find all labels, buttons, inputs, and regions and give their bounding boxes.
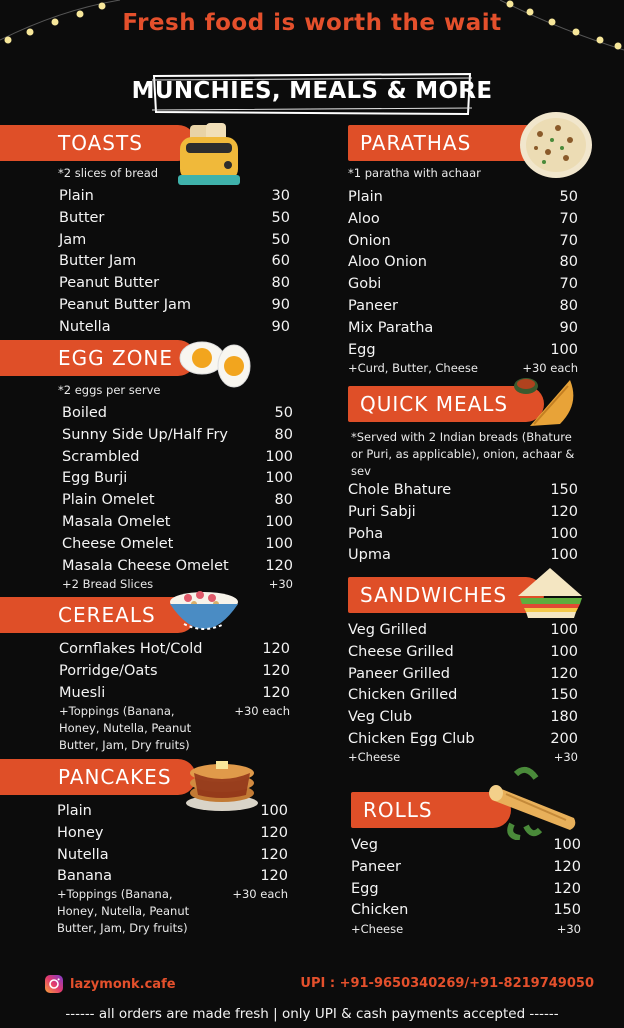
menu-item: [348, 339, 578, 361]
add-on-price: +30: [556, 922, 581, 936]
section-title: CEREALS: [58, 603, 156, 627]
samosa-icon: [510, 374, 580, 428]
item-name: Masala Cheese Omelet: [62, 557, 229, 574]
item-price: 200: [550, 731, 578, 747]
add-on-line: +Toppings (Banana,: [59, 704, 175, 718]
toaster-icon: [176, 121, 242, 189]
item-name: Sunny Side Up/Half Fry: [62, 426, 228, 443]
item-name: Chicken Grilled: [348, 687, 458, 704]
item-price: 120: [260, 868, 288, 885]
item-price: 150: [553, 902, 581, 919]
menu-item: [351, 834, 581, 856]
item-name: Chicken Egg Club: [348, 731, 475, 747]
menu-item: [62, 467, 293, 489]
item-name: Mix Paratha: [348, 319, 434, 336]
item-name: Muesli: [59, 684, 106, 701]
instagram-text: lazymonk.cafe: [70, 976, 176, 992]
menu-item: [62, 446, 293, 468]
add-on: [348, 749, 578, 765]
add-on-price: +30: [268, 577, 293, 591]
item-name: Nutella: [57, 846, 109, 863]
menu-item: [57, 822, 288, 844]
note-line: *Served with 2 Indian breads (Bhature: [351, 430, 572, 444]
menu-item: [59, 229, 290, 251]
menu-item: [348, 523, 578, 545]
item-name: Poha: [348, 525, 384, 542]
add-on: [57, 886, 288, 937]
menu-item: [348, 317, 578, 339]
item-price: 100: [550, 643, 578, 660]
menu-item: [59, 638, 290, 660]
item-price: 150: [550, 482, 578, 498]
menu-item: [62, 533, 293, 555]
menu-item: [59, 660, 290, 682]
item-price: 100: [553, 837, 581, 853]
item-name: Chole Bhature: [348, 482, 452, 498]
item-price: 100: [265, 470, 293, 487]
item-name: Egg: [348, 341, 376, 358]
item-name: Aloo: [348, 210, 380, 227]
item-price: 50: [274, 405, 293, 421]
item-price: 150: [550, 687, 578, 704]
menu-item: [348, 295, 578, 317]
add-on-name: +Cheese: [351, 922, 404, 936]
item-price: 50: [271, 231, 290, 248]
item-price: 70: [559, 210, 578, 227]
item-price: 120: [550, 503, 578, 520]
item-name: Veg Grilled: [348, 622, 427, 638]
section-title: EGG ZONE: [58, 346, 174, 370]
item-name: Jam: [59, 231, 87, 248]
section-title: PARATHAS: [360, 131, 472, 155]
item-name: Plain: [57, 803, 92, 819]
item-name: Chicken: [351, 902, 409, 919]
item-name: Onion: [348, 232, 391, 249]
item-name: Peanut Butter: [59, 275, 160, 292]
item-price: 80: [559, 254, 578, 271]
item-name: Veg Club: [348, 709, 413, 726]
menu-item: [57, 865, 288, 887]
item-price: 120: [553, 880, 581, 897]
note-line: sev: [351, 464, 371, 478]
item-name: Egg Burji: [62, 470, 128, 487]
sandwich-icon: [516, 566, 586, 620]
tagline: Fresh food is worth the wait: [122, 10, 502, 36]
section-title: SANDWICHES: [360, 583, 508, 607]
menu-item: [351, 878, 581, 900]
add-on-price: +30 each: [232, 887, 288, 901]
item-price: 100: [265, 514, 293, 530]
menu-item: [348, 641, 578, 663]
item-price: 100: [260, 803, 288, 819]
item-name: Paneer Grilled: [348, 665, 450, 682]
menu-item: [59, 316, 290, 338]
item-price: 50: [559, 189, 578, 205]
item-price: 100: [265, 448, 293, 465]
item-name: Boiled: [62, 405, 108, 421]
menu-item: [62, 424, 293, 446]
item-name: Upma: [348, 547, 391, 564]
menu-item: [59, 250, 290, 272]
menu-item: [348, 619, 578, 641]
item-price: 100: [550, 622, 578, 638]
add-on-name: +Curd, Butter, Cheese: [348, 361, 478, 375]
menu-item: [348, 684, 578, 706]
section-banner-pancakes: [0, 759, 196, 795]
item-name: Aloo Onion: [348, 254, 427, 271]
item-name: Scrambled: [62, 448, 140, 465]
menu-item: [348, 728, 578, 750]
menu-item: [59, 294, 290, 316]
menu-item: [59, 682, 290, 704]
item-name: Butter Jam: [59, 253, 137, 270]
add-on-price: +30 each: [234, 704, 290, 718]
menu-item: [351, 856, 581, 878]
menu-item: [351, 899, 581, 921]
menu-item: [348, 251, 578, 273]
item-price: 180: [550, 709, 578, 726]
add-on-price: +30: [553, 750, 578, 764]
add-on: [59, 703, 290, 754]
footer-note: ------ all orders are made fresh | only UPI & cash payments accepted ------: [65, 1006, 559, 1022]
section-title: PANCAKES: [58, 765, 172, 789]
note-line: or Puri, as applicable), onion, achaar &: [351, 447, 575, 461]
item-price: 60: [271, 253, 290, 270]
section-banner-toasts: [0, 125, 196, 161]
add-on-lines: [57, 886, 189, 937]
item-price: 90: [271, 318, 290, 335]
add-on-line: Butter, Jam, Dry fruits): [57, 921, 188, 935]
add-on-price: +30 each: [522, 361, 578, 375]
item-price: 120: [262, 684, 290, 701]
item-price: 90: [559, 319, 578, 336]
item-name: Veg: [351, 837, 378, 853]
item-name: Porridge/Oats: [59, 662, 158, 679]
section-banner-egg-zone: [0, 340, 196, 376]
add-on-line: Honey, Nutella, Peanut: [59, 721, 192, 735]
paratha-icon: [518, 110, 594, 180]
item-price: 100: [550, 525, 578, 542]
item-name: Plain Omelet: [62, 492, 155, 509]
menu-item: [62, 489, 293, 511]
item-name: Cheese Omelet: [62, 535, 174, 552]
menu-item: [348, 186, 578, 208]
menu-item: [348, 663, 578, 685]
item-price: 100: [265, 535, 293, 552]
item-price: 100: [550, 341, 578, 358]
add-on: [351, 921, 581, 937]
item-name: Masala Omelet: [62, 514, 171, 530]
menu-item: [348, 479, 578, 501]
cereal-bowl-icon: [166, 584, 242, 638]
section-title: ROLLS: [363, 798, 433, 822]
item-name: Puri Sabji: [348, 503, 416, 520]
item-name: Cheese Grilled: [348, 643, 454, 660]
item-name: Paneer: [351, 858, 401, 875]
menu-item: [57, 844, 288, 866]
item-price: 50: [271, 209, 290, 226]
item-price: 100: [550, 547, 578, 564]
section-banner-sandwiches: [348, 577, 544, 613]
section-note: *2 eggs per serve: [58, 383, 161, 397]
item-name: Banana: [57, 868, 112, 885]
item-name: Nutella: [59, 318, 111, 335]
item-price: 90: [271, 297, 290, 313]
menu-item: [62, 402, 293, 424]
menu-item: [348, 706, 578, 728]
add-on-line: +Toppings (Banana,: [57, 887, 173, 901]
menu-item: [348, 230, 578, 252]
add-on-line: Butter, Jam, Dry fruits): [59, 738, 190, 752]
item-price: 120: [553, 858, 581, 875]
roll-icon: [486, 764, 582, 840]
section-note: *2 slices of bread: [58, 166, 159, 180]
menu-item: [59, 272, 290, 294]
item-price: 120: [260, 846, 288, 863]
item-name: Butter: [59, 209, 105, 226]
item-price: 80: [274, 426, 293, 443]
item-name: Paneer: [348, 298, 398, 314]
item-price: 80: [559, 298, 578, 314]
page-title: MUNCHIES, MEALS & MORE: [131, 78, 493, 104]
section-note: *1 paratha with achaar: [348, 166, 481, 180]
menu-item: [57, 800, 288, 822]
boiled-egg-icon: [178, 336, 254, 390]
item-price: 70: [559, 232, 578, 249]
item-price: 120: [260, 824, 288, 841]
menu-item: [348, 501, 578, 523]
item-price: 120: [262, 641, 290, 657]
item-price: 80: [271, 275, 290, 292]
menu-item: [348, 544, 578, 566]
upi-numbers: UPI : +91-9650340269/+91-8219749050: [300, 976, 594, 991]
item-price: 30: [271, 188, 290, 204]
item-name: Egg: [351, 880, 379, 897]
menu-item: [62, 511, 293, 533]
item-name: Cornflakes Hot/Cold: [59, 641, 203, 657]
item-price: 120: [262, 662, 290, 679]
add-on-name: +Cheese: [348, 750, 401, 764]
menu-item: [62, 555, 293, 577]
item-price: 120: [550, 665, 578, 682]
item-price: 80: [274, 492, 293, 509]
item-name: Plain: [59, 188, 94, 204]
instagram-icon: [44, 974, 64, 994]
item-name: Peanut Butter Jam: [59, 297, 191, 313]
menu-item: [348, 273, 578, 295]
menu-item: [59, 207, 290, 229]
add-on-lines: [59, 703, 191, 754]
section-banner-parathas: [348, 125, 544, 161]
item-name: Honey: [57, 824, 104, 841]
item-price: 70: [559, 276, 578, 293]
section-title: QUICK MEALS: [360, 392, 509, 416]
menu-item: [348, 208, 578, 230]
instagram-handle[interactable]: [44, 974, 176, 994]
item-price: 120: [265, 557, 293, 574]
add-on-line: Honey, Nutella, Peanut: [57, 904, 190, 918]
item-name: Gobi: [348, 276, 382, 293]
item-name: Plain: [348, 189, 383, 205]
menu-item: [59, 185, 290, 207]
section-title: TOASTS: [58, 131, 143, 155]
add-on-name: +2 Bread Slices: [62, 577, 154, 591]
